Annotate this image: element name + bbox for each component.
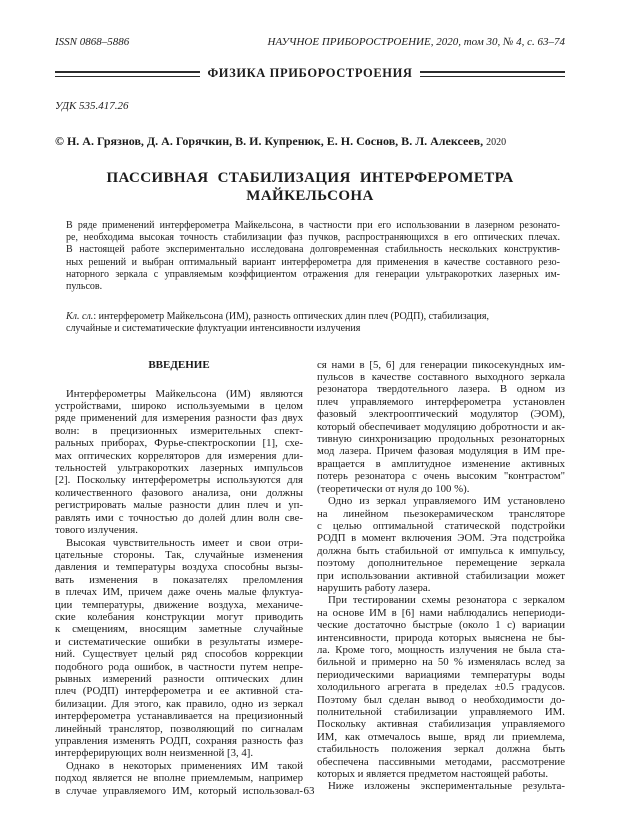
text-line: ские колебания конструкции могут приводить — [55, 610, 303, 623]
text-line: Ниже изложены экспериментальные результа- — [328, 780, 565, 793]
text-line: РОДП в момент включения ЭОМ. Эта подстройка — [317, 532, 565, 545]
text-line: вать изменения в показателях преломления — [55, 573, 303, 586]
udc-code: УДК 535.417.26 — [55, 100, 129, 112]
text-line: тивную синхронизацию продольных резонаторных — [317, 433, 565, 446]
text-line: наторного зеркала с управляемым коэффициентом отражения для генерации ультракоротких лазерных им- — [66, 268, 560, 280]
text-line: ции температуры, движение воздуха, механиче- — [55, 598, 303, 611]
text-line: полнительной стабилизации управляемого ИМ. — [317, 706, 565, 718]
text-line: Поэтому был сделан вывод о необходимости до- — [317, 693, 565, 706]
text-line: равлять ими с точностью до долей длин волн све- — [55, 511, 303, 524]
page-number: 63 — [303, 785, 315, 797]
text-line: бильной и примерно на 50 % изменялась вслед за — [317, 656, 565, 669]
text-line: подобного рода ошибок, в частности путем непре- — [55, 660, 303, 673]
text-line: пульсов в качестве составного выходного зеркала — [317, 371, 565, 384]
column-right-text — [317, 359, 565, 793]
text-line: (теоретически от нуля до 100 %). — [317, 482, 470, 495]
text-line: ральных приборах, Фурье-спектроскопии [1], схе- — [55, 437, 303, 450]
text-line: подход является не вполне приемлемым, например — [55, 772, 303, 785]
text-line: плеч управляемого интерферометра установлен — [317, 395, 565, 408]
keywords-line1 — [66, 311, 560, 323]
double-rule-right — [420, 71, 565, 77]
text-line: ний. Существует целый ряд способов коррекции — [55, 648, 303, 661]
text-line: потерь резонатора с очень высоким "контрастом" — [317, 470, 565, 483]
text-line: интенсивности, природа которых выяснена не бы- — [317, 631, 565, 644]
text-line: В ряде применений интерферометра Майкельсона, в частности при его использовании в лазерном резонато- — [66, 220, 560, 231]
text-line: должна быть стабильной от импульса к импульсу, — [317, 544, 565, 557]
text-line: регистрировать малые разности длин плеч и уп- — [55, 499, 303, 512]
paper-title-line2: МАЙКЕЛЬСОНА — [246, 188, 374, 204]
text-line: тового излучения. — [55, 524, 138, 537]
text-line: при использовании активной стабилизации может — [317, 569, 565, 582]
column-right — [317, 359, 565, 797]
text-line: плеч (РОДП) интерферометра и ее активной ста- — [55, 685, 303, 698]
copyright-authors — [55, 134, 565, 150]
text-line: вращается в амплитудное изменение активных — [317, 457, 565, 470]
keywords — [55, 311, 565, 335]
text-line: тельностей ультракоротких лазерных импульсов — [55, 462, 303, 475]
text-line: Одно из зеркал управляемого ИМ установлено — [328, 495, 565, 508]
text-line: ческие достаточно быстрые (около 1 с) вариации — [317, 619, 565, 632]
text-line: рывных измерений разности оптических длин — [55, 672, 303, 685]
section-title: ФИЗИКА ПРИБОРОСТРОЕНИЯ — [207, 66, 413, 80]
keywords-rest: : интерферометр Майкельсона (ИМ), разность оптических длин плеч (РОДП), стабилизация, — [93, 311, 489, 323]
copyright-year: 2020 — [486, 137, 507, 148]
text-line: ся нами в [5, 6] для генерации пикосекундных им- — [317, 358, 565, 371]
text-line: в плечах ИМ, причем даже очень малые флуктуа- — [55, 586, 303, 599]
text-line: которых и является предметом настоящей работы. — [317, 768, 549, 781]
text-line: ИМ, как отмечалось выше, вряд ли приемлема, — [317, 730, 565, 743]
journal-reference: НАУЧНОЕ ПРИБОРОСТРОЕНИЕ, 2020, том 30, № 4, с. 63–74 — [267, 36, 565, 48]
text-line: ла. Кроме того, мощность излучения не была ста- — [317, 643, 565, 656]
text-line: на основе ИМ в [6] нами наблюдались непериоди- — [317, 606, 565, 619]
text-line: Поскольку активная стабилизация управляемого — [317, 718, 565, 731]
abstract — [55, 220, 565, 293]
text-line: нарушить работу лазера. — [317, 581, 431, 594]
text-line: поэтому дополнительное перемещение зеркала — [317, 557, 565, 570]
double-rule-left — [55, 71, 200, 77]
text-line: периодическими вариациями температуры воды — [317, 668, 565, 681]
text-line: Высокая чувствительность имеет и свои отри- — [66, 536, 303, 549]
section-banner — [55, 66, 565, 81]
text-line: мод лазера. Причем фазовая модуляция в ИМ пре- — [317, 445, 565, 458]
keywords-prefix: Кл. сл. — [66, 311, 94, 323]
column-left-text — [55, 388, 303, 797]
text-line: резонатора твердотельного лазера. В одном из — [317, 383, 565, 396]
column-left — [55, 359, 303, 797]
text-line: линейный транслятор, позволяющий по сигналам — [55, 722, 303, 735]
paper-title — [55, 169, 565, 205]
text-line: стабильность положения зеркал должна быть — [317, 743, 565, 756]
text-line: пульсов. — [66, 281, 103, 293]
text-line: на линейном пьезокерамическом трансляторе — [317, 507, 565, 520]
text-line: к смещениям, вносящим заметные случайные — [55, 623, 303, 636]
text-line: ряде применений для измерения разности фаз двух — [55, 412, 303, 425]
body-columns — [55, 359, 565, 797]
text-line: Интерферометры Майкельсона (ИМ) являются — [66, 387, 303, 400]
text-line: давления и температуры воздуха способны вызы- — [55, 561, 303, 574]
text-line: с целью оптимальной статической подстройки — [317, 519, 565, 532]
text-line: ре, необходима высокая точность стабилизации фаз пучков, распространяющихся в его оптических плечах. — [66, 232, 560, 244]
text-line: В настоящей работе экспериментально исследована долговременная стабильность нескольких конструктив- — [66, 244, 560, 256]
text-line: цательные стороны. Так, случайные изменения — [55, 548, 303, 561]
text-line: интерферометра устанавливается на прецизионный — [55, 710, 303, 723]
text-line: билизации. Для этого, как правило, одно из зеркал — [55, 697, 303, 710]
text-line: который обеспечивает модуляцию добротности и ак- — [317, 420, 565, 433]
text-line: устройствами, широко используемыми в целом — [55, 400, 303, 413]
running-head — [55, 36, 565, 49]
text-line: [2]. Поскольку интерферометры используются для — [55, 474, 303, 487]
issn-label: ISSN 0868–5886 — [55, 36, 130, 48]
text-line: Однако в некоторых применениях ИМ такой — [66, 759, 303, 772]
paper-title-line1: ПАССИВНАЯ СТАБИЛИЗАЦИЯ ИНТЕРФЕРОМЕТРА — [106, 170, 514, 186]
text-line: интерферирующих волн неизменной [3, 4]. — [55, 747, 254, 760]
text-line: холодильного агрегата в пределах ±0.5 градусов. — [317, 681, 565, 694]
text-line: мах оптических корреляторов для измерения дли- — [55, 449, 303, 462]
keywords-line2: случайные и систематические флуктуации интенсивности излучения — [66, 323, 361, 335]
introduction-heading: ВВЕДЕНИЕ — [148, 358, 210, 371]
text-line: количественного фазового анализа, они должны — [55, 486, 303, 499]
text-line: и систематические ошибки в результаты измере- — [55, 635, 303, 648]
author-names: © Н. А. Грязнов, Д. А. Горячкин, В. И. Купренюк, Е. Н. Соснов, В. Л. Алексеев, — [55, 134, 484, 148]
text-line: При тестировании схемы резонатора с зеркалом — [328, 594, 565, 607]
text-line: ных решений и выбран оптимальный вариант интерферометра для применения в качестве составного резо- — [66, 256, 560, 268]
text-line: волн: в прецизионных измерительных спект- — [55, 424, 303, 437]
text-line: фазовый электрооптический модулятор (ЭОМ), — [317, 408, 565, 421]
text-line: в случае управляемого ИМ, который использовал- — [55, 784, 303, 797]
text-line: управления изменять РОДП, сохраняя разность фаз — [55, 735, 303, 747]
text-line: обеспечена пассивными методами, рассмотрение — [317, 755, 565, 768]
